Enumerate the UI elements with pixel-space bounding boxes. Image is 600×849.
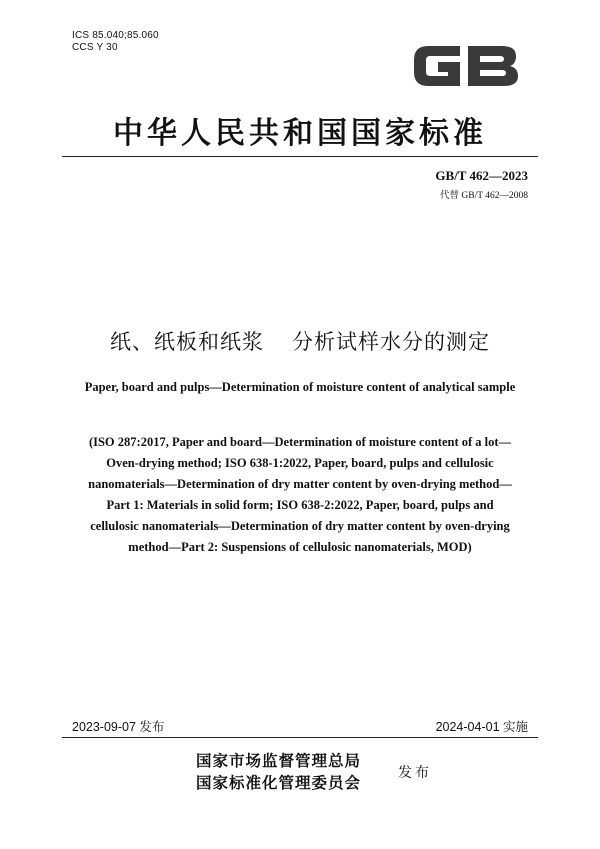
implementation-date: 2024-04-01 实施: [435, 720, 528, 734]
chinese-title-part1: 纸、纸板和纸浆: [110, 330, 264, 354]
iso-reference-line: (ISO 287:2017, Paper and board—Determination of moisture content of a lot—: [88, 435, 512, 449]
ics-code: ICS 85.040;85.060: [72, 30, 159, 41]
issuing-authorities: [196, 750, 361, 794]
header-divider: [62, 156, 538, 157]
ccs-code: CCS Y 30: [72, 42, 118, 53]
iso-reference-line: cellulosic nanomaterials—Determination of dry matter content by oven-drying: [90, 519, 510, 533]
issuer-samr: 国家市场监督管理总局: [196, 752, 362, 770]
national-standard-title: 中华人民共和国国家标准: [113, 116, 487, 151]
footer-divider: [62, 737, 538, 738]
iso-reference-line: Oven-drying method; ISO 638-1:2022, Paper, board, pulps and cellulosic: [106, 456, 494, 470]
issue-date: 2023-09-07 发布: [72, 720, 165, 734]
issuer-sac: 国家标准化管理委员会: [196, 774, 362, 792]
iso-reference-block: [70, 432, 530, 558]
iso-reference-line: Part 1: Materials in solid form; ISO 638-2:2022, Paper, board, pulps and: [106, 498, 494, 512]
publish-label: 发布: [398, 765, 432, 781]
chinese-title-part2: 分析试样水分的测定: [292, 330, 490, 354]
iso-reference-line: nanomaterials—Determination of dry matter content by oven-drying method—: [88, 477, 512, 491]
chinese-title: [0, 326, 600, 356]
english-title: Paper, board and pulps—Determination of moisture content of analytical sample: [84, 380, 516, 394]
replaces-standard: 代替 GB/T 462—2008: [440, 191, 528, 201]
iso-reference-line: method—Part 2: Suspensions of cellulosic nanomaterials, MOD): [128, 540, 472, 554]
standard-number: GB/T 462—2023: [435, 168, 528, 183]
gb-logo: [410, 40, 522, 92]
